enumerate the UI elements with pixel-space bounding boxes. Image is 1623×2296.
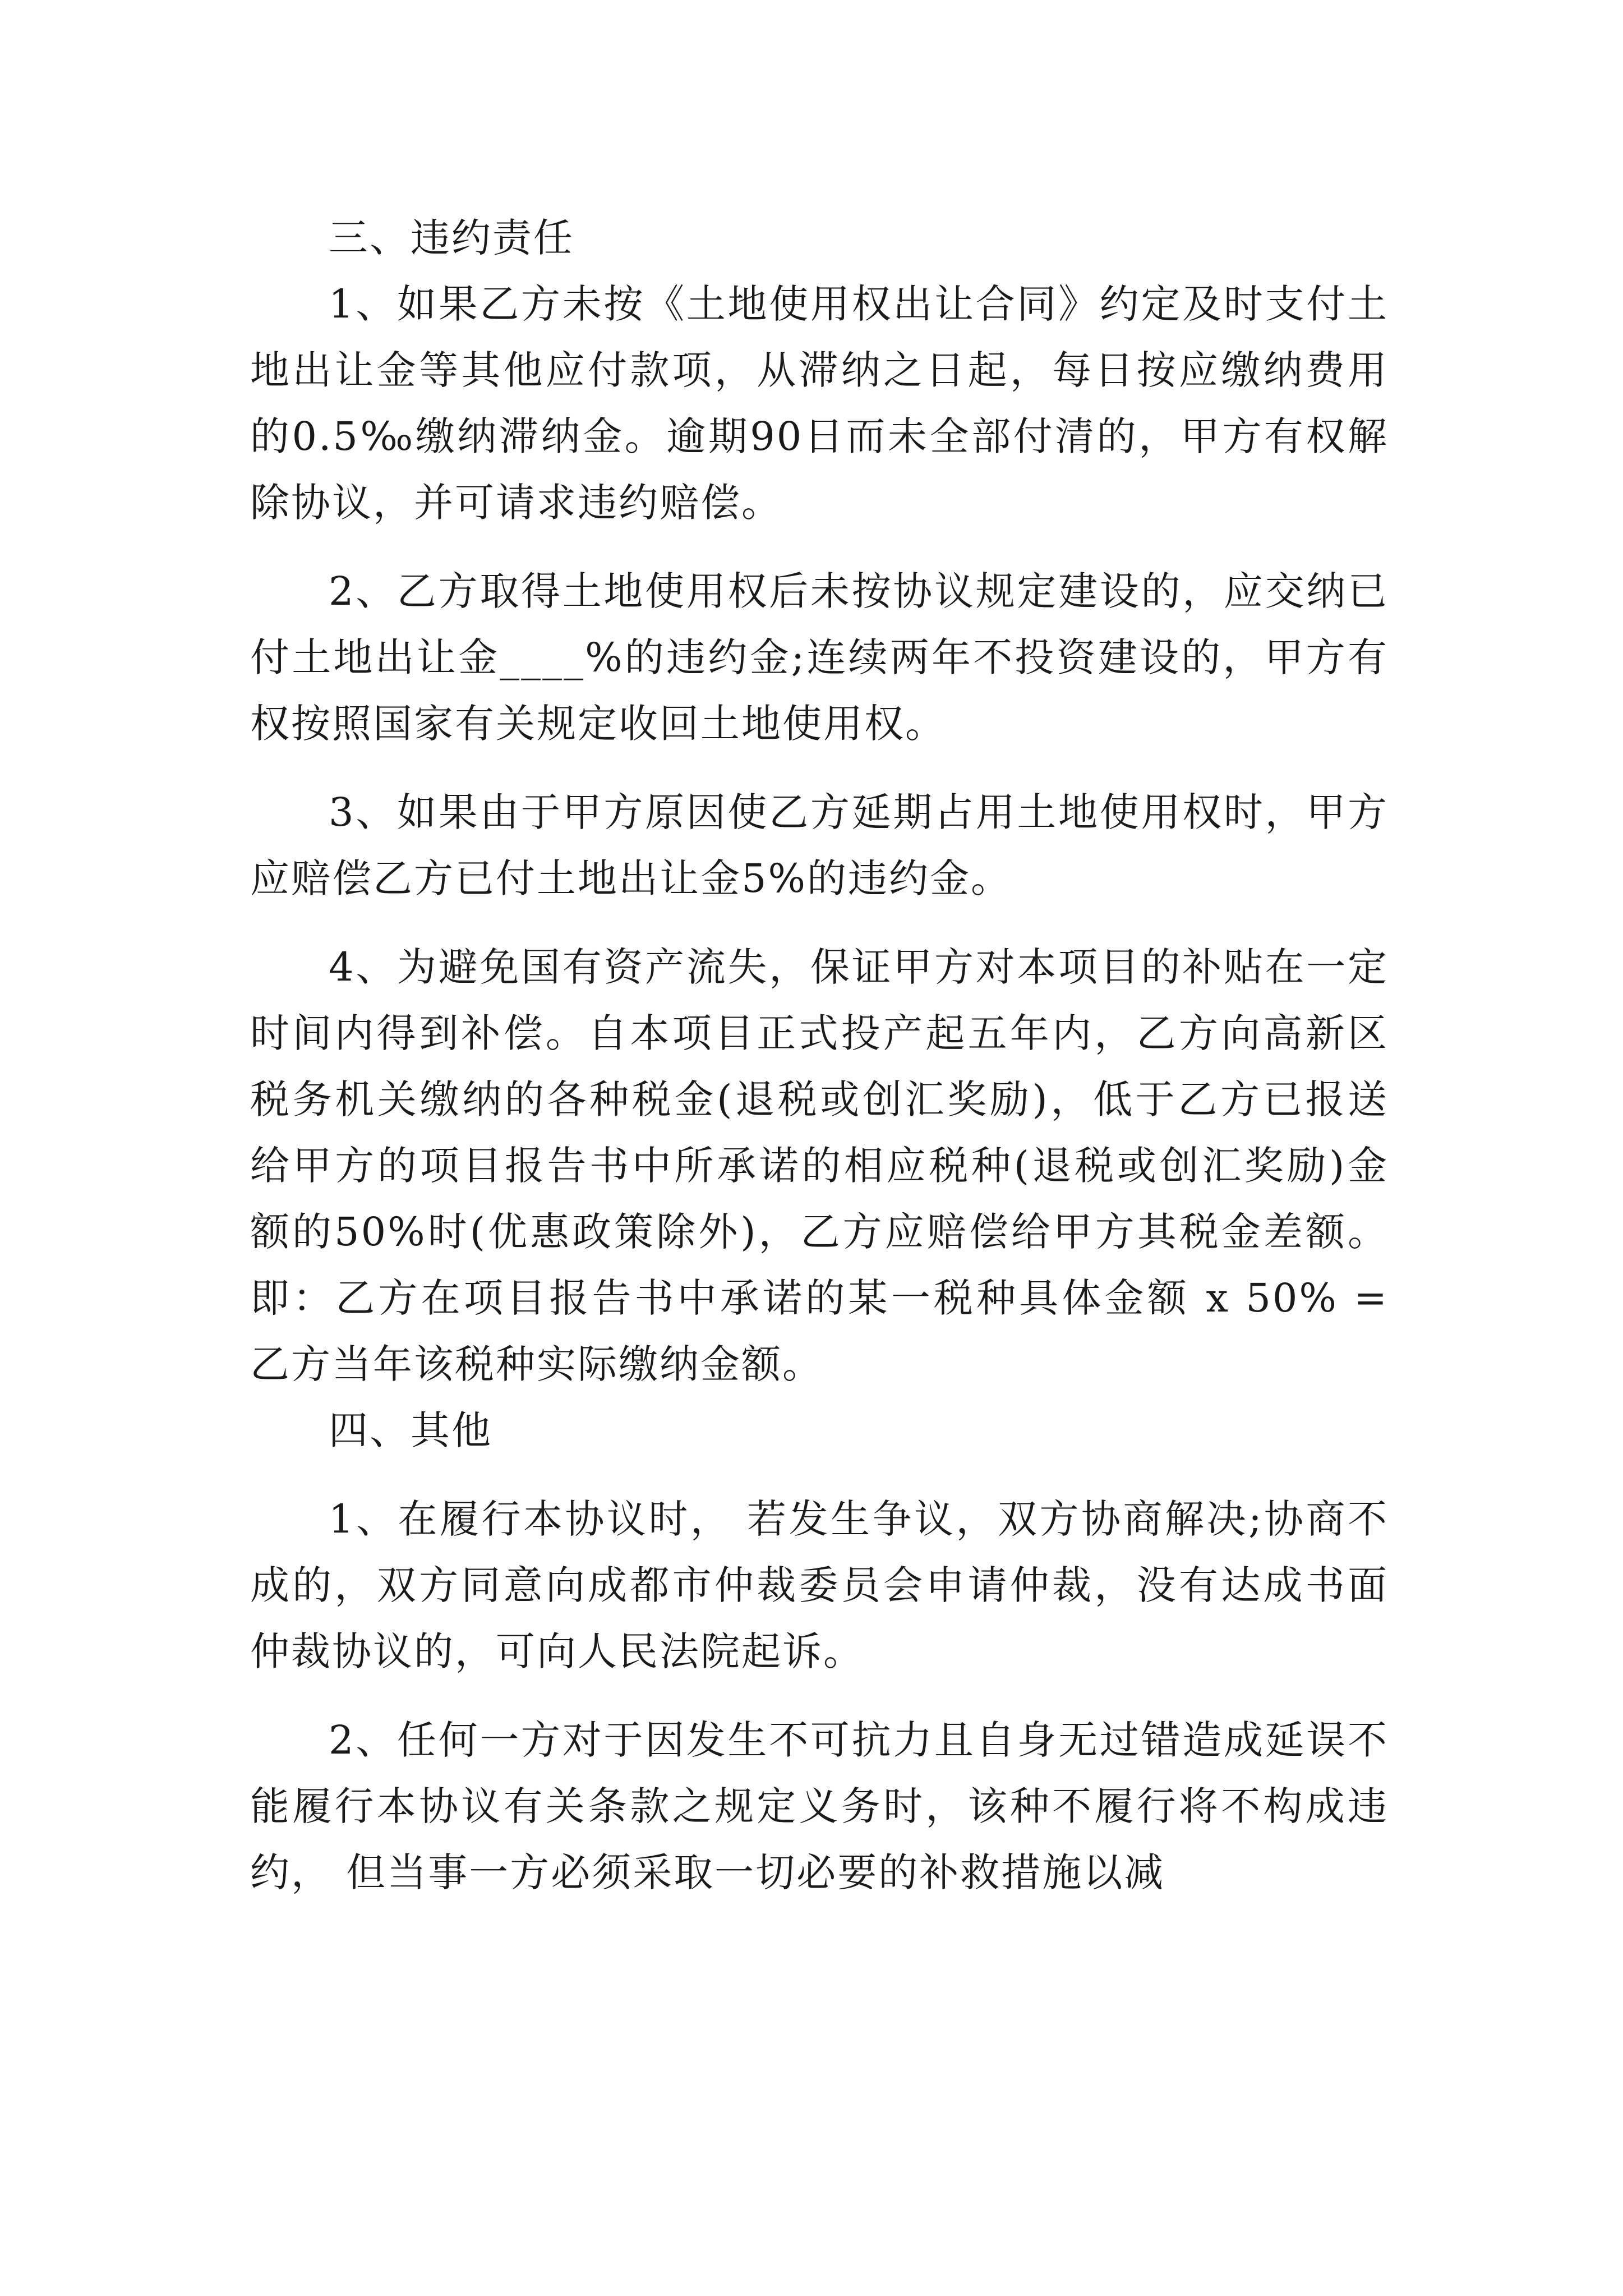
clause-3-2: 2、乙方取得土地使用权后未按协议规定建设的，应交纳已付土地出让金____%的违约金;连续两年不投资建设的，甲方有权按照国家有关规定收回土地使用权。 [250,568,1389,747]
section-heading-other: 四、其他 [329,1407,492,1453]
section-heading-breach-liability: 三、违约责任 [329,215,574,261]
clause-3-4: 4、为避免国有资产流失，保证甲方对本项目的补贴在一定时间内得到补偿。自本项目正式投产起五年内，乙方向高新区税务机关缴纳的各种税金(退税或创汇奖励)，低于乙方已报送给甲方的项目报告书中所承诺的相应税种(退税或创汇奖励)金额的50%时(优惠政策除外)，乙方应赔偿给甲方其税金差额。即：乙方在项目报告书中承诺的某一税种具体金额 x 50% = 乙方当年该税种实际缴纳金额。 [250,944,1389,1387]
clause-4-1: 1、在履行本协议时， 若发生争议，双方协商解决;协商不成的，双方同意向成都市仲裁委员会申请仲裁，没有达成书面仲裁协议的，可向人民法院起诉。 [250,1496,1389,1674]
document-body [250,205,1389,1906]
clause-3-1: 1、如果乙方未按《土地使用权出让合同》约定及时支付土地出让金等其他应付款项，从滞纳之日起，每日按应缴纳费用的0.5‰缴纳滞纳金。逾期90日而未全部付清的，甲方有权解除协议，并可请求违约赔偿。 [250,281,1389,526]
clause-4-2: 2、任何一方对于因发生不可抗力且自身无过错造成延误不能履行本协议有关条款之规定义务时，该种不履行将不构成违约， 但当事一方必须采取一切必要的补救措施以减 [250,1717,1389,1895]
clause-3-3: 3、如果由于甲方原因使乙方延期占用土地使用权时，甲方应赔偿乙方已付土地出让金5%的违约金。 [250,789,1389,901]
